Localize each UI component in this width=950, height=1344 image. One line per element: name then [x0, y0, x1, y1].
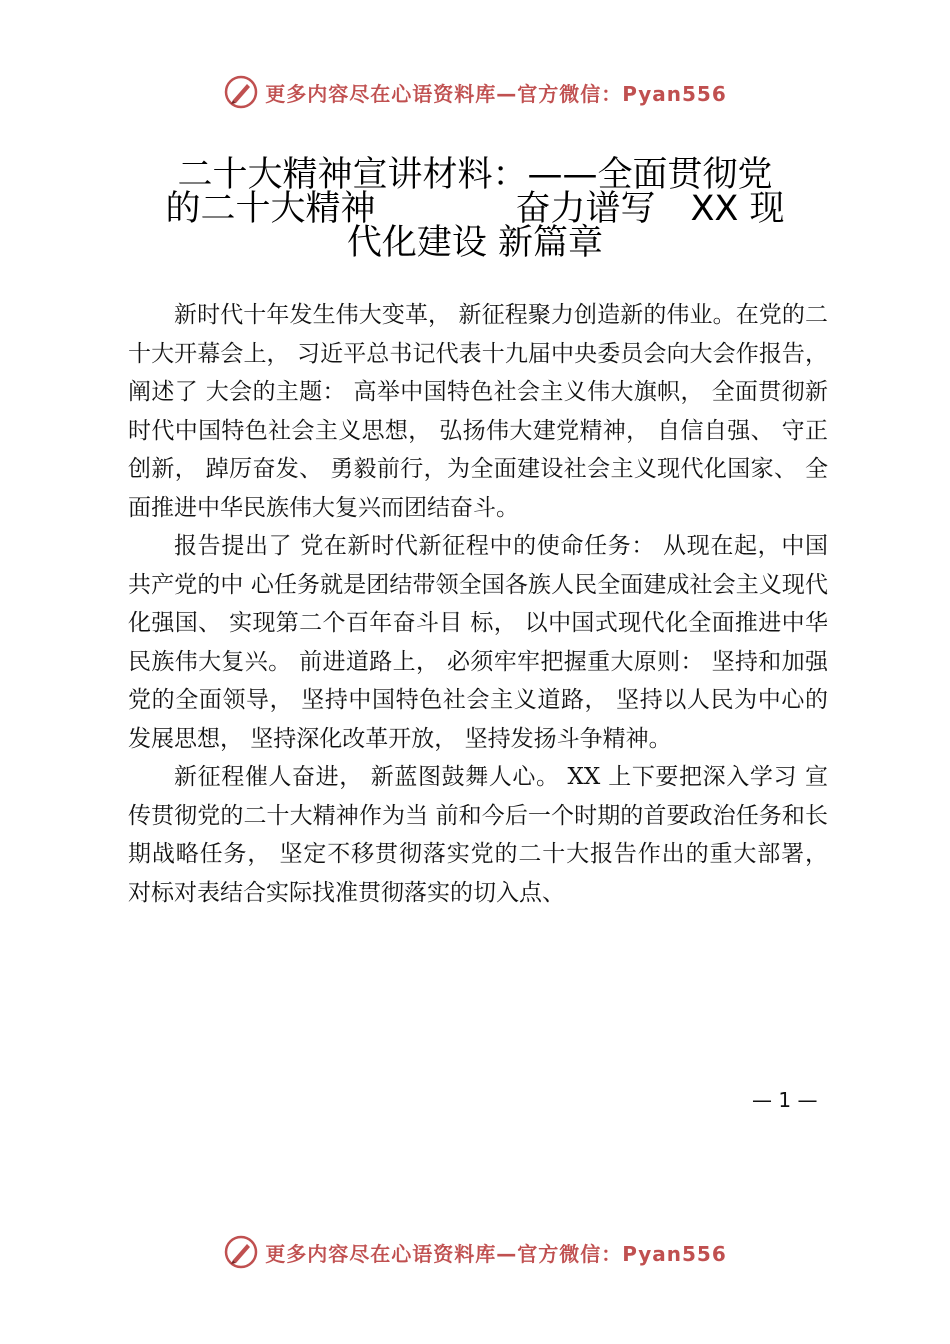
- paragraph: 报告提出了 党在新时代新征程中的使命任务： 从现在起，中国共产党的中 心任务就是团结带领全国各族人民全面建成社会主义现代化强国、 实现第二个百年奋斗目 标， 以中国式现代化全面推进中华民族伟大复兴。 前进道路上， 必须牢牢把握重大原则： 坚持和加强党的全面领导， 坚持中国特色社会主义道路， 坚持以人民为中心的发展思想， 坚持深化改革开放， 坚持发扬斗争精神。: [128, 533, 828, 752]
- title-line: 二十大精神宣讲材料：——全面贯彻党: [177, 155, 773, 195]
- title-line: 的二十大精神 奋力谱写 XX 现: [165, 189, 785, 229]
- banner-text: 更多内容尽在心语资料库—官方微信：Pyan556: [265, 81, 727, 106]
- footer-banner: [0, 1232, 950, 1272]
- header-banner: [0, 72, 950, 112]
- pen-logo-icon: [223, 1234, 259, 1270]
- banner-text: 更多内容尽在心语资料库—官方微信：Pyan556: [265, 1241, 727, 1266]
- paragraph: 新征程催人奋进， 新蓝图鼓舞人心。 XX 上下要把深入学习 宣传贯彻党的二十大精神作为当 前和今后一个时期的首要政治任务和长期战略任务， 坚定不移贯彻落实党的二十大报告作出的重大部署， 对标对表结合实际找准贯彻落实的切入点、: [128, 764, 828, 906]
- pen-logo-icon: [223, 74, 259, 110]
- document-body: [128, 296, 828, 912]
- paragraph: 新时代十年发生伟大变革， 新征程聚力创造新的伟业。在党的二十大开幕会上， 习近平总书记代表十九届中央委员会向大会作报告， 阐述了 大会的主题： 高举中国特色社会主义伟大旗帜， 全面贯彻新时代中国特色社会主义思想， 弘扬伟大建党精神， 自信自强、 守正创新， 踔厉奋发、 勇毅前行，为全面建设社会主义现代化国家、 全面推进中华民族伟大复兴而团结奋斗。: [128, 302, 828, 521]
- title-line: 代化建设 新篇章: [346, 223, 604, 263]
- document-title: [150, 155, 800, 263]
- page-number: — 1 —: [752, 1088, 818, 1112]
